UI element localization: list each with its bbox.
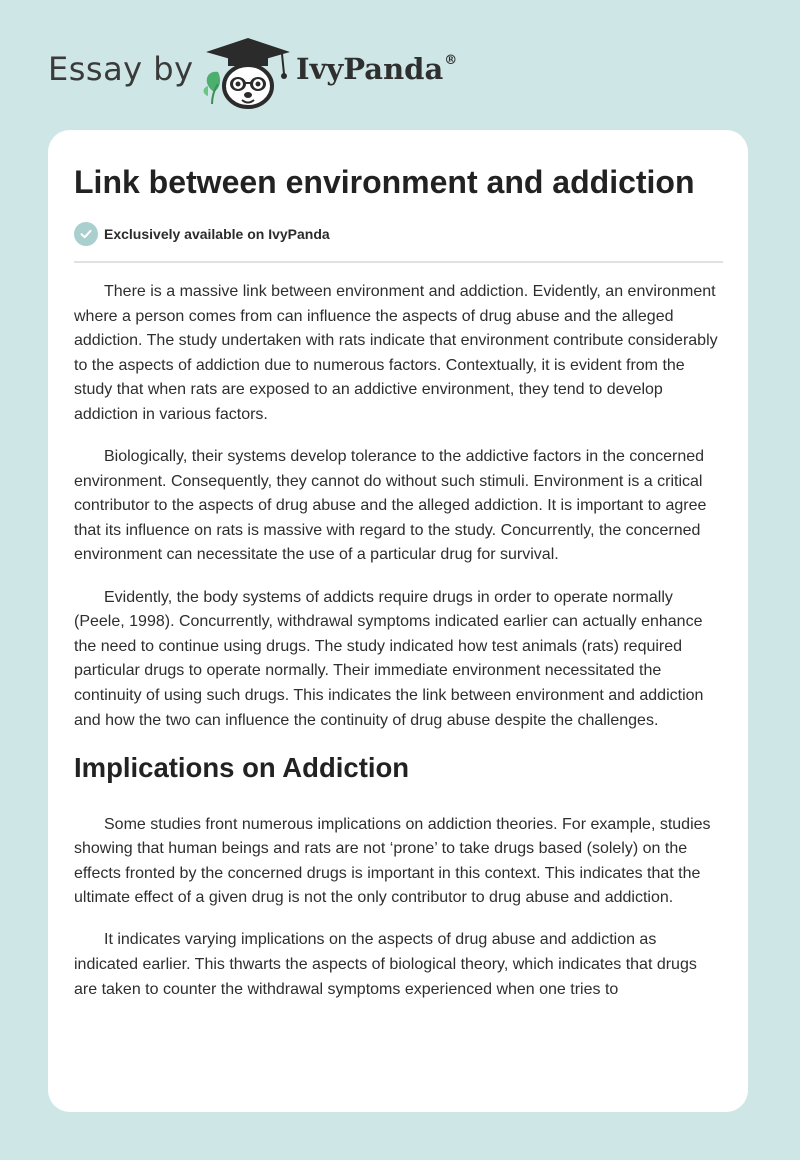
brand-name-text: IvyPanda — [296, 52, 444, 86]
title-divider — [74, 261, 723, 263]
check-circle-icon — [74, 222, 98, 246]
exclusive-badge — [74, 221, 330, 247]
article-card — [48, 130, 748, 1112]
essay-by-label: Essay by — [48, 50, 194, 88]
paragraph: Evidently, the body systems of addicts require drugs in order to operate normally (Peele, 1998). Concurrently, withdrawal symptoms indicated earlier can actually enhance the need to continue using drugs. The study indicated how test animals (rats) required particular drugs to operate normally. Their immediate environment necessitated the continuity of using such drugs. This indicates the link between environment and addiction and how the two can influence the continuity of drug abuse despite the challenges. — [74, 588, 704, 729]
article-body — [74, 280, 724, 1020]
trademark-symbol: ® — [444, 53, 458, 69]
brand-name[interactable] — [296, 52, 457, 86]
page-title: Link between environment and addiction — [74, 164, 695, 200]
badge-text: Exclusively available on IvyPanda — [104, 226, 330, 242]
paragraph: Some studies front numerous implications on addiction theories. For example, studies showing that human beings and rats are not ‘prone’ to take drugs based (solely) on the effects fronted by the concerned drugs is important in this context. This indicates that the ultimate effect of a given drug is not the only contributor to drug abuse and addiction. — [74, 815, 711, 907]
panda-logo-icon[interactable] — [200, 34, 296, 110]
paragraph: There is a massive link between environment and addiction. Evidently, an environment where a person comes from can influence the aspects of drug abuse and the alleged addiction. The study undertaken with rats indicate that environment contribute considerably to the aspects of addiction due to numerous factors. Contextually, it is evident from the study that when rats are exposed to an addictive environment, they tend to develop addiction in various factors. — [74, 283, 718, 423]
section-heading: Implications on Addiction — [74, 751, 410, 783]
paragraph: Biologically, their systems develop tolerance to the addictive factors in the concerned environment. Consequently, they cannot do without such stimuli. Environment is a critical contributor to the aspects of drug abuse and the alleged addiction. It is important to agree that its influence on rats is massive with regard to the study. Concurrently, the concerned environment can necessitate the use of a particular drug for survival. — [74, 448, 707, 564]
site-header — [0, 0, 800, 130]
paragraph: It indicates varying implications on the aspects of drug abuse and addiction as indicated earlier. This thwarts the aspects of biological theory, which indicates that drugs are taken to counter the withdrawal symptoms experienced when one tries to — [74, 931, 697, 998]
